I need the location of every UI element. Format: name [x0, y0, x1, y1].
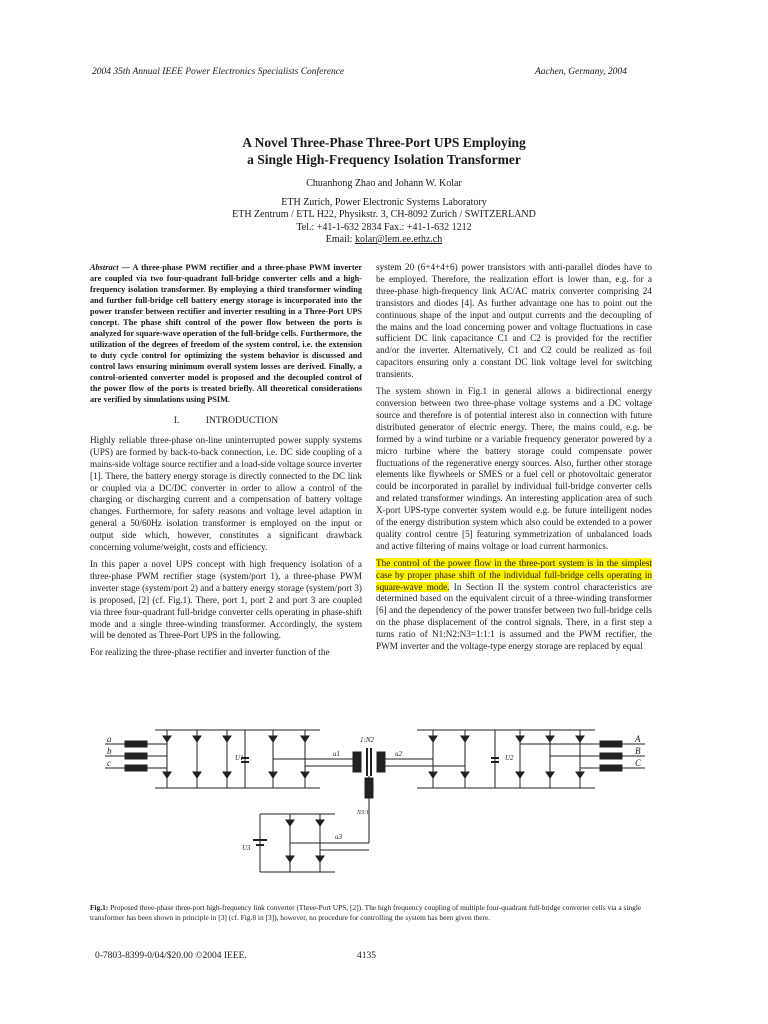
- label-u2: u2: [395, 750, 402, 758]
- right-column: [376, 262, 652, 658]
- caption-label: Fig.1:: [90, 903, 109, 912]
- inverter-bridge: [495, 730, 645, 788]
- paragraph-3-rest: In Section II the system control characteristics are determined based on the equivalent circuit of a three-winding transformer [6] and the dependency of the power transfer between two full-bridge cells on the phase displacement of the control signals. There, in a first step a turns ratio of N1:N2:N3=1:1:1 is assumed and the PWM rectifier, the PWM inverter and the voltage-type energy storage are replaced by equal: [376, 581, 652, 652]
- intro-paragraph-1: Highly reliable three-phase on-line uninterrupted power supply systems (UPS) are formed by back-to-back connection, i.e. DC side coupling of a mains-side voltage source rectifier and a load-side voltage source inverter [1]. There, the battery energy storage is directly connected to the DC link or coupled via a DC/DC converter in order to allow a control of the charging or discharging current and a compensation of battery voltage changes. Furthermore, for safety reasons and voltage level adaption in general a 50/60Hz isolation transformer is employed on the input or output side which, however, constitutes a significant drawback concerning volume/weight, costs and efficiency.: [90, 434, 362, 553]
- label-B: B: [635, 746, 641, 756]
- label-C: C: [635, 758, 642, 768]
- abstract-label: Abstract: [90, 263, 119, 272]
- label-turns-ratio: 1:N2: [360, 736, 374, 744]
- label-b: b: [107, 746, 112, 756]
- copyright-notice: 0-7803-8399-0/04/$20.00 ©2004 IEEE.: [95, 951, 247, 961]
- caption-text: Proposed three-phase three-port high-frequency link converter (Three-Port UPS, [2]). The high frequency coupling of multiple four-quadrant full-bridge converter cells via a single transformer has been shown in principle in [3] (cf. Fig.8 in [3]), however, no procedure for controlling the system has been given there.: [90, 903, 642, 922]
- paper-title: [0, 134, 768, 168]
- label-u1: u1: [333, 750, 340, 758]
- location-header: Aachen, Germany, 2004: [535, 67, 627, 77]
- label-u3: u3: [335, 833, 342, 841]
- title-line-2: a Single High-Frequency Isolation Transformer: [247, 152, 521, 167]
- section-number: I.: [173, 415, 180, 426]
- highlighted-text: The control of the power flow in the three-port system is in the simplest case by proper phase shift of the individual full-bridge cells operating in square-wave mode.: [376, 557, 652, 592]
- right-paragraph-1: system 20 (6+4+4+6) power transistors with anti-parallel diodes have to be employed. Therefore, the realization effort is lower than, e.g. for a three-phase high-frequency link AC/AC matrix converter comprising 24 transistors and diodes [4]. As further advantage one has to point out the continuous shape of the input and output currents and the decoupling of the mains and the load concerning power and voltage fluctuations in case sufficient DC link capacitance C1 and C2 is provided for the rectifier and/or the inverter. Alternatively, C1 and C2 could be realized as foil capacitors ensuring only a constant DC link voltage level for switching transients.: [376, 262, 652, 380]
- abstract: [90, 262, 362, 405]
- right-paragraph-2: The system shown in Fig.1 in general allows a bidirectional energy conversion between two three-phase voltage systems and a DC voltage source and therefore is of potential interest also in connection with future distributed generator of electric energy. There, the mains could, e.g. be formed by a wind turbine or a variable frequency generator powered by a micro turbine where the battery storage could compensate power fluctuations of the regenerative energy sources. Also, further other storage elements like flywheels or SMES or a fuel cell or photovoltaic generator could be incorporated in parallel by individual full-bridge converter cells and related transformer windings. An interesting application area of such X-port UPS-type converter system would e.g. be future intelligent nodes of the energy distribution system which also could be extended to a power quality control centre [5] featuring symmetrization of unbalanced loads and active filtering of mains voltage or load current harmonics.: [376, 386, 652, 551]
- label-U1: U1: [235, 754, 244, 762]
- page-number: 4135: [357, 951, 376, 961]
- email-label: Email:: [325, 234, 355, 245]
- section-title: INTRODUCTION: [205, 415, 279, 426]
- label-U2: U2: [505, 754, 514, 762]
- affiliation-line-3: Tel.: +41-1-632 2834 Fax.: +41-1-632 1212: [296, 221, 472, 233]
- label-N3: N3:1: [357, 810, 369, 816]
- right-paragraph-3: [376, 558, 652, 653]
- section-heading-introduction: [90, 415, 362, 427]
- authors: Chuanhong Zhao and Johann W. Kolar: [306, 178, 462, 189]
- affiliation-line-1: ETH Zurich, Power Electronic Systems Laboratory: [281, 196, 487, 208]
- email-line: [0, 234, 768, 247]
- full-bridge-cell-1: [245, 730, 353, 788]
- author-block: [0, 178, 768, 247]
- label-a: a: [107, 734, 112, 744]
- figure-caption: [90, 903, 652, 922]
- label-A: A: [635, 734, 641, 744]
- intro-paragraph-2: In this paper a novel UPS concept with high frequency isolation of a three-phase PWM rectifier stage (system/port 1), a three-phase PWM inverter stage (system/port 2) and a battery energy storage (system/port 3) is proposed, [2] (cf. Fig.1). There, port 1, port 2 and port 3 are coupled via three four-quadrant full-bridge converter cells operating in phase-shift mode and a single three-winding transformer. Accordingly, the system will be denoted as Three-Port UPS in the following.: [90, 558, 362, 641]
- conference-header: 2004 35th Annual IEEE Power Electronics Specialists Conference: [92, 67, 345, 77]
- abstract-text: — A three-phase PWM rectifier and a three-phase PWM inverter are coupled via two four-quadrant full-bridge converter cells and a high-frequency isolation transformer. By employing a third transformer winding and further full-bridge cell battery energy storage is incorporated into the power transfer between rectifier and inverter resulting in a Three-Port UPS concept. The phase shift control of the power flow between the ports is analyzed for square-wave operation of the full-bridge cells. Furthermore, the utilization of the degrees of freedom of the system control, i.e. the extension to duty cycle control for optimizing the system behavior is discussed and control laws ensuring minimum overall system losses are derived. Finally, a control-oriented converter model is proposed and the decoupled control of the power flow of the ports is treated briefly. All theoretical considerations are verified by simulations using PSIM.: [90, 263, 362, 404]
- circuit-schematic: [95, 722, 655, 890]
- affiliation-line-2: ETH Zentrum / ETL H22, Physikstr. 3, CH-8092 Zurich / SWITZERLAND: [232, 209, 536, 220]
- title-line-1: A Novel Three-Phase Three-Port UPS Employing: [242, 135, 526, 150]
- full-bridge-cell-2: [385, 730, 499, 788]
- email-link[interactable]: kolar@lem.ee.ethz.ch: [354, 234, 443, 245]
- left-column: [90, 262, 362, 664]
- input-phase-lines: [105, 741, 167, 771]
- label-U3: U3: [242, 844, 251, 852]
- full-bridge-cell-3: [260, 814, 369, 872]
- label-c: c: [107, 758, 111, 768]
- intro-paragraph-3: For realizing the three-phase rectifier and inverter function of the: [90, 647, 330, 658]
